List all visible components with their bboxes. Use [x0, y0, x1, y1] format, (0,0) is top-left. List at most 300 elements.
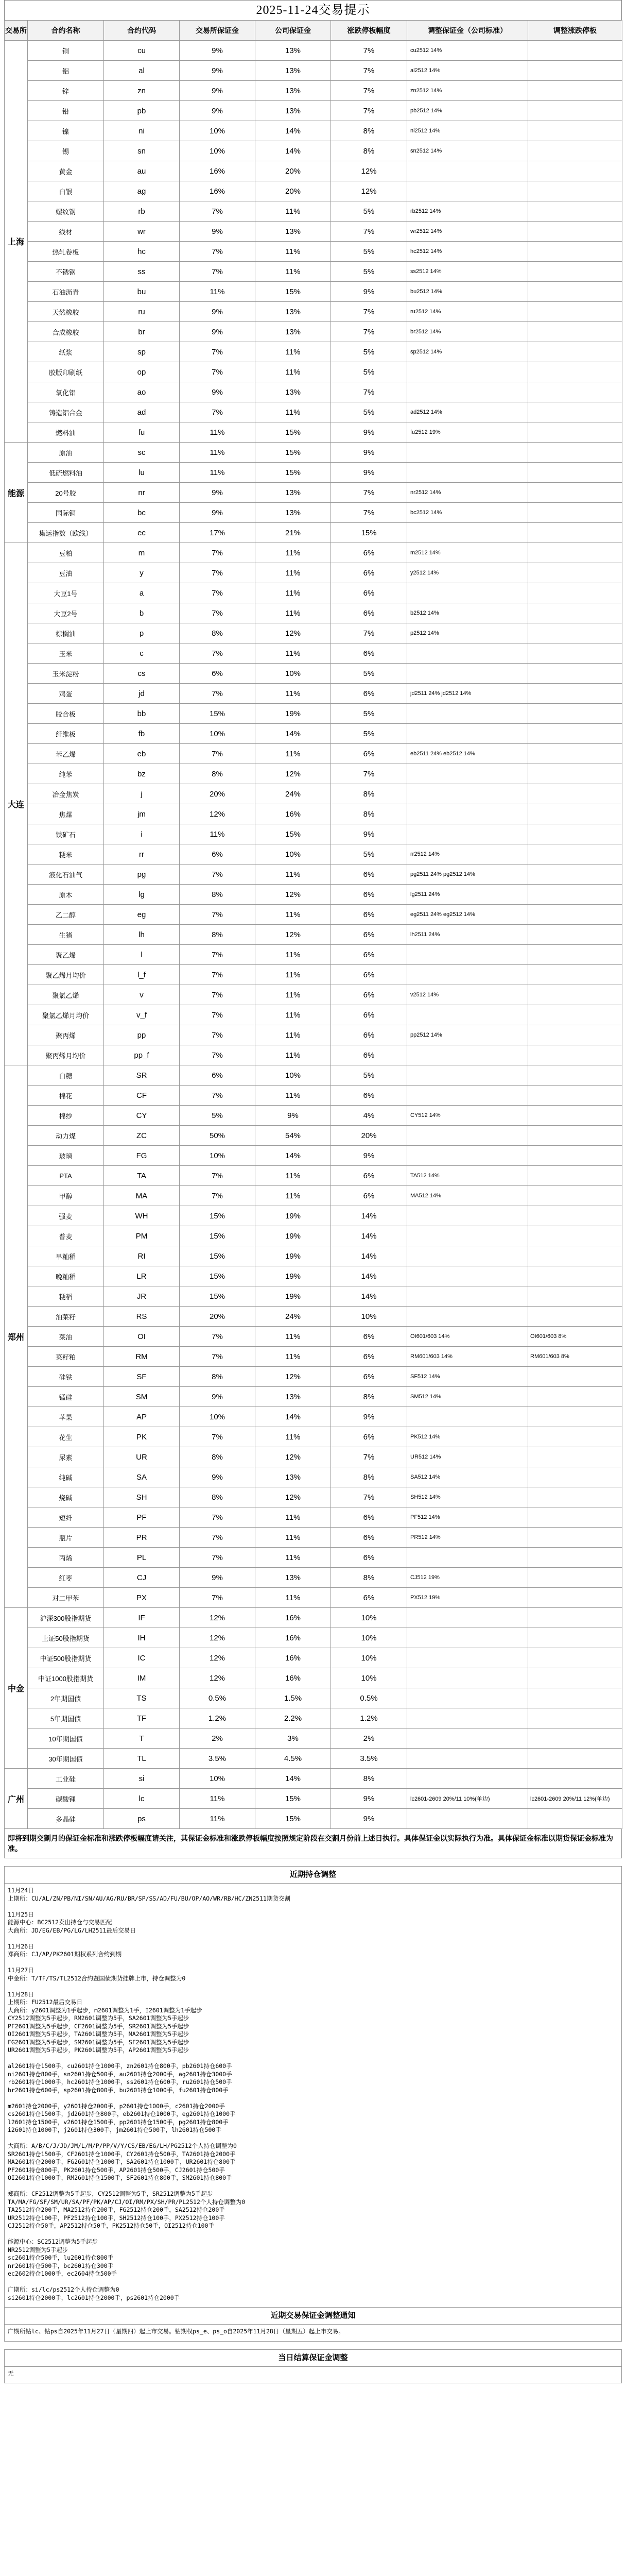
- recent-line: ec2602持仓1000手，ec2604持仓500手: [8, 2270, 117, 2277]
- contract-name-cell: 鸡蛋: [28, 684, 104, 704]
- contract-code-cell: rr: [104, 844, 180, 865]
- company-margin-cell: 11%: [255, 1045, 331, 1065]
- price-limit-cell: 6%: [331, 865, 407, 885]
- contract-name-cell: 粳稻: [28, 1286, 104, 1307]
- contract-code-cell: FG: [104, 1146, 180, 1166]
- company-margin-cell: 12%: [255, 1447, 331, 1467]
- exchange-margin-cell: 9%: [180, 222, 255, 242]
- table-row: [5, 764, 622, 784]
- recent-line: CY2512调整为5手起步，RM2601调整为5手，SA2601调整为5手起步: [8, 2014, 189, 2022]
- adjusted-margin-cell: pb2512 14%: [407, 101, 528, 121]
- recent-line: TA2512持仓200手，MA2512持仓200手，FG2512持仓200手，SA2512持仓200手: [8, 2206, 225, 2213]
- company-margin-cell: 15%: [255, 463, 331, 483]
- adjusted-margin-cell: [407, 161, 528, 181]
- adjusted-limit-cell: [528, 1307, 622, 1327]
- exchange-margin-cell: 7%: [180, 262, 255, 282]
- table-row: [5, 1045, 622, 1065]
- price-limit-cell: 6%: [331, 1025, 407, 1045]
- adjusted-limit-cell: [528, 463, 622, 483]
- price-limit-cell: 12%: [331, 181, 407, 201]
- adjusted-limit-cell: [528, 844, 622, 865]
- adjusted-limit-cell: [528, 1528, 622, 1548]
- adjusted-margin-cell: lh2511 24%: [407, 925, 528, 945]
- recent-line: 郑商所：CF2512调整为5手起步，CY2512调整为5手，SR2512调整为5手起步: [8, 2190, 213, 2197]
- table-row: [5, 784, 622, 804]
- adjusted-margin-cell: [407, 965, 528, 985]
- recent-line: 11月24日: [8, 1887, 34, 1894]
- recent-line: sc2601持仓500手，lu2601持仓800手: [8, 2254, 114, 2261]
- adjusted-limit-cell: [528, 121, 622, 141]
- today-settle-body: [4, 2367, 622, 2384]
- price-limit-cell: 7%: [331, 623, 407, 643]
- exchange-margin-cell: 11%: [180, 422, 255, 443]
- margin-table-body: [5, 41, 622, 1829]
- contract-name-cell: 铁矿石: [28, 824, 104, 844]
- adjusted-limit-cell: [528, 1588, 622, 1608]
- company-margin-cell: 11%: [255, 262, 331, 282]
- table-row: [5, 744, 622, 764]
- exchange-margin-cell: 10%: [180, 724, 255, 744]
- exchange-margin-cell: 11%: [180, 282, 255, 302]
- adjusted-limit-cell: lc2601-2609 20%/11 12%(单边): [528, 1789, 622, 1809]
- contract-code-cell: RM: [104, 1347, 180, 1367]
- company-margin-cell: 14%: [255, 1146, 331, 1166]
- table-row: [5, 1568, 622, 1588]
- price-limit-cell: 7%: [331, 101, 407, 121]
- contract-name-cell: 对二甲苯: [28, 1588, 104, 1608]
- company-margin-cell: 2.2%: [255, 1708, 331, 1728]
- recent-line: 上期所：CU/AL/ZN/PB/NI/SN/AU/AG/RU/BR/SP/SS/AD/FU/BU/OP/AO/WR/RB/HC/ZN2511期货交割: [8, 1894, 290, 1902]
- company-margin-cell: 11%: [255, 684, 331, 704]
- exchange-margin-cell: 12%: [180, 1608, 255, 1628]
- exchange-margin-cell: 9%: [180, 322, 255, 342]
- adjusted-margin-cell: SF512 14%: [407, 1367, 528, 1387]
- table-row: [5, 422, 622, 443]
- header-adjusted-margin: 调整保证金（公司标准）: [407, 21, 528, 41]
- table-row: [5, 684, 622, 704]
- contract-code-cell: ao: [104, 382, 180, 402]
- exchange-margin-cell: 9%: [180, 101, 255, 121]
- contract-code-cell: eb: [104, 744, 180, 764]
- table-row: [5, 1005, 622, 1025]
- company-margin-cell: 19%: [255, 1206, 331, 1226]
- contract-code-cell: LR: [104, 1266, 180, 1286]
- price-limit-cell: 9%: [331, 422, 407, 443]
- adjusted-limit-cell: [528, 1206, 622, 1226]
- price-limit-cell: 7%: [331, 302, 407, 322]
- adjusted-limit-cell: [528, 1166, 622, 1186]
- contract-name-cell: 中证500股指期货: [28, 1648, 104, 1668]
- company-margin-cell: 19%: [255, 1286, 331, 1307]
- contract-name-cell: 玻璃: [28, 1146, 104, 1166]
- adjusted-limit-cell: [528, 282, 622, 302]
- adjusted-margin-cell: PF512 14%: [407, 1507, 528, 1528]
- adjusted-limit-cell: [528, 1749, 622, 1769]
- recent-line: 能源中心：BC2512卖出持仓与交易匹配: [8, 1919, 112, 1926]
- company-margin-cell: 11%: [255, 1528, 331, 1548]
- price-limit-cell: 6%: [331, 643, 407, 664]
- price-limit-cell: 6%: [331, 684, 407, 704]
- table-row: [5, 885, 622, 905]
- company-margin-cell: 13%: [255, 1467, 331, 1487]
- company-margin-cell: 11%: [255, 402, 331, 422]
- price-limit-cell: 6%: [331, 985, 407, 1005]
- contract-code-cell: b: [104, 603, 180, 623]
- exchange-margin-cell: 8%: [180, 1487, 255, 1507]
- price-limit-cell: 6%: [331, 945, 407, 965]
- adjusted-margin-cell: eb2511 24% eb2512 14%: [407, 744, 528, 764]
- adjusted-limit-cell: [528, 824, 622, 844]
- adjusted-limit-cell: [528, 1286, 622, 1307]
- company-margin-cell: 11%: [255, 1347, 331, 1367]
- exchange-cell: 上海: [5, 41, 28, 443]
- price-limit-cell: 9%: [331, 1789, 407, 1809]
- table-row: [5, 1106, 622, 1126]
- recent-line: [8, 2230, 618, 2239]
- adjusted-margin-cell: bu2512 14%: [407, 282, 528, 302]
- company-margin-cell: 15%: [255, 282, 331, 302]
- adjusted-limit-cell: RM601/603 8%: [528, 1347, 622, 1367]
- contract-code-cell: IF: [104, 1608, 180, 1628]
- price-limit-cell: 6%: [331, 1507, 407, 1528]
- recent-line: 能源中心：SC2512调整为5手起步: [8, 2238, 98, 2245]
- contract-name-cell: 沪深300股指期货: [28, 1608, 104, 1628]
- adjusted-margin-cell: OI601/603 14%: [407, 1327, 528, 1347]
- price-limit-cell: 9%: [331, 1407, 407, 1427]
- contract-code-cell: bc: [104, 503, 180, 523]
- company-margin-cell: 19%: [255, 1266, 331, 1286]
- adjusted-limit-cell: [528, 724, 622, 744]
- adjusted-limit-cell: [528, 1146, 622, 1166]
- price-limit-cell: 8%: [331, 1769, 407, 1789]
- contract-name-cell: 大豆1号: [28, 583, 104, 603]
- adjusted-limit-cell: [528, 784, 622, 804]
- contract-name-cell: 铅: [28, 101, 104, 121]
- contract-code-cell: CY: [104, 1106, 180, 1126]
- company-margin-cell: 19%: [255, 704, 331, 724]
- exchange-margin-cell: 7%: [180, 905, 255, 925]
- adjusted-margin-cell: [407, 643, 528, 664]
- adjusted-margin-cell: [407, 1266, 528, 1286]
- adjusted-limit-cell: [528, 925, 622, 945]
- contract-code-cell: ZC: [104, 1126, 180, 1146]
- table-row: [5, 1648, 622, 1668]
- adjusted-margin-cell: RM601/603 14%: [407, 1347, 528, 1367]
- adjusted-limit-cell: [528, 583, 622, 603]
- table-row: [5, 804, 622, 824]
- adjusted-margin-cell: [407, 1246, 528, 1266]
- contract-code-cell: fb: [104, 724, 180, 744]
- exchange-margin-cell: 5%: [180, 1106, 255, 1126]
- exchange-margin-cell: 7%: [180, 1347, 255, 1367]
- price-limit-cell: 6%: [331, 1005, 407, 1025]
- contract-name-cell: 焦煤: [28, 804, 104, 824]
- adjusted-margin-cell: [407, 945, 528, 965]
- adjusted-margin-cell: [407, 362, 528, 382]
- exchange-margin-cell: 7%: [180, 1005, 255, 1025]
- contract-name-cell: 碳酸锂: [28, 1789, 104, 1809]
- company-margin-cell: 12%: [255, 764, 331, 784]
- contract-name-cell: 花生: [28, 1427, 104, 1447]
- price-limit-cell: 7%: [331, 1447, 407, 1467]
- contract-name-cell: 天然橡胶: [28, 302, 104, 322]
- exchange-margin-cell: 11%: [180, 1789, 255, 1809]
- exchange-margin-cell: 17%: [180, 523, 255, 543]
- adjusted-margin-cell: [407, 1728, 528, 1749]
- adjusted-limit-cell: [528, 1608, 622, 1628]
- adjusted-margin-cell: ni2512 14%: [407, 121, 528, 141]
- price-limit-cell: 6%: [331, 543, 407, 563]
- exchange-margin-cell: 7%: [180, 1548, 255, 1568]
- table-row: [5, 121, 622, 141]
- adjusted-margin-cell: [407, 1608, 528, 1628]
- company-margin-cell: 15%: [255, 1789, 331, 1809]
- exchange-margin-cell: 7%: [180, 1186, 255, 1206]
- recent-line: OI2601调整为5手起步，TA2601调整为5手，MA2601调整为5手起步: [8, 2030, 189, 2038]
- company-margin-cell: 14%: [255, 724, 331, 744]
- contract-code-cell: ss: [104, 262, 180, 282]
- adjusted-limit-cell: [528, 342, 622, 362]
- recent-line: 大商所：JD/EG/EB/PG/LG/LH2511最后交易日: [8, 1926, 136, 1934]
- company-margin-cell: 11%: [255, 965, 331, 985]
- adjusted-limit-cell: [528, 402, 622, 422]
- adjusted-margin-cell: [407, 1769, 528, 1789]
- adjusted-margin-cell: SA512 14%: [407, 1467, 528, 1487]
- adjusted-margin-cell: SH512 14%: [407, 1487, 528, 1507]
- exchange-cell: 郑州: [5, 1065, 28, 1608]
- contract-code-cell: sn: [104, 141, 180, 161]
- exchange-margin-cell: 12%: [180, 1648, 255, 1668]
- contract-code-cell: OI: [104, 1327, 180, 1347]
- exchange-margin-cell: 7%: [180, 1507, 255, 1528]
- adjusted-margin-cell: rr2512 14%: [407, 844, 528, 865]
- adjusted-limit-cell: [528, 1106, 622, 1126]
- price-limit-cell: 7%: [331, 503, 407, 523]
- price-limit-cell: 9%: [331, 824, 407, 844]
- contract-name-cell: 中证1000股指期货: [28, 1668, 104, 1688]
- exchange-margin-cell: 7%: [180, 583, 255, 603]
- price-limit-cell: 7%: [331, 322, 407, 342]
- page: [4, 0, 622, 2383]
- exchange-margin-cell: 9%: [180, 41, 255, 61]
- company-margin-cell: 1.5%: [255, 1688, 331, 1708]
- table-row: [5, 1286, 622, 1307]
- contract-name-cell: 动力煤: [28, 1126, 104, 1146]
- adjusted-margin-cell: PK512 14%: [407, 1427, 528, 1447]
- contract-code-cell: lh: [104, 925, 180, 945]
- contract-name-cell: 短纤: [28, 1507, 104, 1528]
- adjusted-margin-cell: ru2512 14%: [407, 302, 528, 322]
- contract-name-cell: 菜油: [28, 1327, 104, 1347]
- recent-line: [8, 1935, 618, 1943]
- recent-line: TA/MA/FG/SF/SM/UR/SA/PF/PK/AP/CJ/OI/RM/PX/SH/PR/PL2512个人持仓调整为0: [8, 2198, 246, 2206]
- adjusted-margin-cell: [407, 784, 528, 804]
- adjusted-margin-cell: [407, 664, 528, 684]
- adjusted-limit-cell: [528, 1226, 622, 1246]
- company-margin-cell: 15%: [255, 824, 331, 844]
- contract-name-cell: 黄金: [28, 161, 104, 181]
- contract-name-cell: 铜: [28, 41, 104, 61]
- margin-table: [4, 20, 622, 1829]
- contract-name-cell: 硅铁: [28, 1367, 104, 1387]
- contract-code-cell: CJ: [104, 1568, 180, 1588]
- recent-adjust-body: [4, 1884, 622, 2308]
- contract-code-cell: PM: [104, 1226, 180, 1246]
- contract-code-cell: AP: [104, 1407, 180, 1427]
- recent-line: 11月28日: [8, 1990, 34, 1998]
- adjusted-margin-cell: bc2512 14%: [407, 503, 528, 523]
- adjusted-margin-cell: [407, 181, 528, 201]
- recent-line: [8, 2055, 618, 2063]
- price-limit-cell: 6%: [331, 603, 407, 623]
- exchange-margin-cell: 8%: [180, 1367, 255, 1387]
- company-margin-cell: 20%: [255, 161, 331, 181]
- table-row: [5, 543, 622, 563]
- adjusted-limit-cell: [528, 41, 622, 61]
- contract-code-cell: IC: [104, 1648, 180, 1668]
- contract-name-cell: 合成橡胶: [28, 322, 104, 342]
- price-limit-cell: 6%: [331, 1528, 407, 1548]
- contract-name-cell: 油菜籽: [28, 1307, 104, 1327]
- adjusted-limit-cell: [528, 242, 622, 262]
- contract-name-cell: 燃料油: [28, 422, 104, 443]
- company-margin-cell: 3%: [255, 1728, 331, 1749]
- company-margin-cell: 12%: [255, 1367, 331, 1387]
- adjusted-limit-cell: [528, 81, 622, 101]
- adjusted-limit-cell: [528, 1427, 622, 1447]
- price-limit-cell: 6%: [331, 563, 407, 583]
- adjusted-limit-cell: [528, 262, 622, 282]
- exchange-cell: 广州: [5, 1769, 28, 1829]
- adjusted-margin-cell: [407, 804, 528, 824]
- price-limit-cell: 6%: [331, 965, 407, 985]
- adjusted-limit-cell: [528, 965, 622, 985]
- contract-code-cell: IH: [104, 1628, 180, 1648]
- recent-line: 大商所：A/B/C/J/JD/JM/L/M/P/PP/V/Y/CS/EB/EG/LH/PG2512个人持仓调整为0: [8, 2142, 237, 2149]
- exchange-margin-cell: 7%: [180, 402, 255, 422]
- contract-code-cell: JR: [104, 1286, 180, 1307]
- adjusted-limit-cell: [528, 1467, 622, 1487]
- exchange-margin-cell: 8%: [180, 885, 255, 905]
- adjusted-limit-cell: [528, 804, 622, 824]
- price-limit-cell: 8%: [331, 1387, 407, 1407]
- contract-name-cell: 玉米淀粉: [28, 664, 104, 684]
- adjusted-margin-cell: [407, 443, 528, 463]
- company-margin-cell: 11%: [255, 744, 331, 764]
- price-limit-cell: 7%: [331, 764, 407, 784]
- contract-name-cell: 锌: [28, 81, 104, 101]
- company-margin-cell: 14%: [255, 1407, 331, 1427]
- adjusted-margin-cell: b2512 14%: [407, 603, 528, 623]
- price-limit-cell: 15%: [331, 523, 407, 543]
- adjusted-limit-cell: [528, 422, 622, 443]
- price-limit-cell: 6%: [331, 1327, 407, 1347]
- price-limit-cell: 6%: [331, 583, 407, 603]
- exchange-margin-cell: 7%: [180, 563, 255, 583]
- table-row: [5, 523, 622, 543]
- adjusted-margin-cell: lg2511 24%: [407, 885, 528, 905]
- recent-adjust-title: 近期持仓调整: [4, 1866, 622, 1884]
- contract-code-cell: j: [104, 784, 180, 804]
- company-margin-cell: 14%: [255, 141, 331, 161]
- contract-name-cell: 豆油: [28, 563, 104, 583]
- contract-name-cell: 20号胶: [28, 483, 104, 503]
- adjusted-limit-cell: [528, 201, 622, 222]
- price-limit-cell: 6%: [331, 1347, 407, 1367]
- price-limit-cell: 9%: [331, 463, 407, 483]
- exchange-margin-cell: 10%: [180, 1407, 255, 1427]
- adjusted-limit-cell: [528, 1266, 622, 1286]
- contract-name-cell: 2年期国债: [28, 1688, 104, 1708]
- adjusted-limit-cell: [528, 643, 622, 664]
- adjusted-margin-cell: nr2512 14%: [407, 483, 528, 503]
- company-margin-cell: 12%: [255, 623, 331, 643]
- recent-line: ni2601持仓800手，sn2601持仓500手，au2601持仓2000手，ag2601持仓3000手: [8, 2070, 232, 2078]
- table-row: [5, 1608, 622, 1628]
- contract-code-cell: l_f: [104, 965, 180, 985]
- price-limit-cell: 7%: [331, 382, 407, 402]
- exchange-margin-cell: 0.5%: [180, 1688, 255, 1708]
- adjusted-margin-cell: [407, 1005, 528, 1025]
- recent-line: UR2601调整为5手起步，PK2601调整为5手，AP2601调整为5手起步: [8, 2046, 189, 2054]
- table-row: [5, 724, 622, 744]
- contract-code-cell: PX: [104, 1588, 180, 1608]
- contract-name-cell: 工业硅: [28, 1769, 104, 1789]
- contract-code-cell: c: [104, 643, 180, 664]
- contract-code-cell: v: [104, 985, 180, 1005]
- contract-name-cell: 上证50股指期货: [28, 1628, 104, 1648]
- company-margin-cell: 19%: [255, 1226, 331, 1246]
- exchange-margin-cell: 8%: [180, 925, 255, 945]
- company-margin-cell: 13%: [255, 101, 331, 121]
- recent-line: cs2601持仓1500手，jd2601持仓800手，eb2601持仓1000手，eg2601持仓1000手: [8, 2110, 236, 2117]
- price-limit-cell: 10%: [331, 1608, 407, 1628]
- contract-code-cell: fu: [104, 422, 180, 443]
- table-row: [5, 1548, 622, 1568]
- contract-code-cell: pp_f: [104, 1045, 180, 1065]
- company-margin-cell: 16%: [255, 1648, 331, 1668]
- table-row: [5, 382, 622, 402]
- exchange-margin-cell: 16%: [180, 181, 255, 201]
- adjusted-margin-cell: br2512 14%: [407, 322, 528, 342]
- today-settle-text: 无: [8, 2369, 14, 2377]
- company-margin-cell: 13%: [255, 41, 331, 61]
- recent-line: 大商所：y2601调整为1手起步，m2601调整为1手，I2601调整为1手起步: [8, 2006, 202, 2014]
- adjusted-margin-cell: [407, 1065, 528, 1086]
- adjusted-margin-cell: [407, 523, 528, 543]
- contract-code-cell: nr: [104, 483, 180, 503]
- table-row: [5, 362, 622, 382]
- contract-code-cell: SF: [104, 1367, 180, 1387]
- price-limit-cell: 6%: [331, 1548, 407, 1568]
- table-row: [5, 563, 622, 583]
- exchange-margin-cell: 9%: [180, 302, 255, 322]
- company-margin-cell: 16%: [255, 1628, 331, 1648]
- adjusted-margin-cell: [407, 1307, 528, 1327]
- contract-name-cell: 棉花: [28, 1086, 104, 1106]
- company-margin-cell: 24%: [255, 1307, 331, 1327]
- company-margin-cell: 11%: [255, 543, 331, 563]
- adjusted-limit-cell: [528, 1487, 622, 1507]
- adjusted-limit-cell: [528, 1628, 622, 1648]
- exchange-margin-cell: 7%: [180, 1427, 255, 1447]
- price-limit-cell: 4%: [331, 1106, 407, 1126]
- price-limit-cell: 8%: [331, 804, 407, 824]
- company-margin-cell: 4.5%: [255, 1749, 331, 1769]
- company-margin-cell: 13%: [255, 503, 331, 523]
- price-limit-cell: 2%: [331, 1728, 407, 1749]
- contract-name-cell: 石油沥青: [28, 282, 104, 302]
